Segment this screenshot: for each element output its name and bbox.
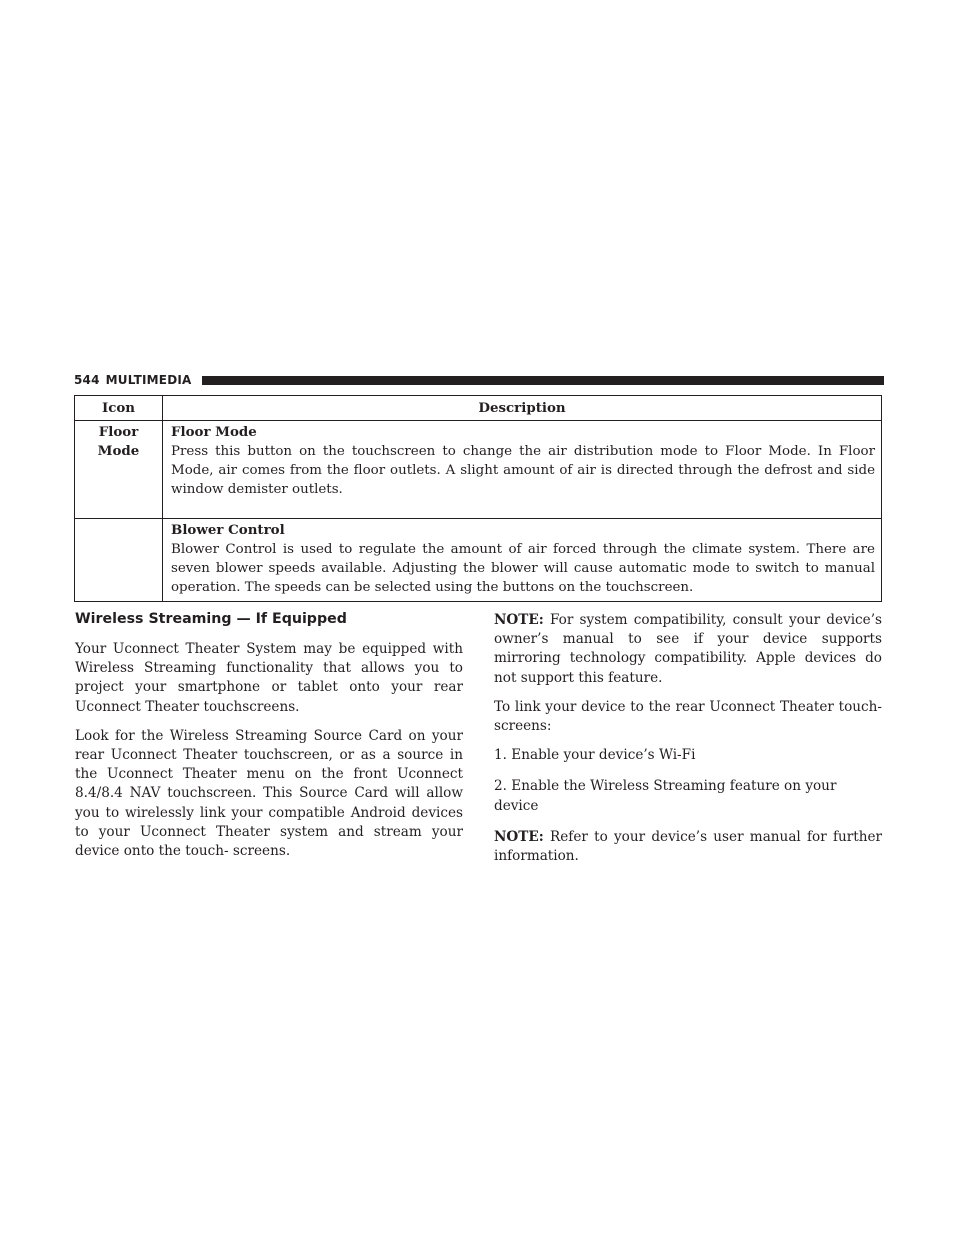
table-row (75, 421, 882, 519)
page-number: 544 (74, 373, 100, 387)
table-row (75, 519, 882, 602)
note-text: Refer to your device’s user manual for further information. (494, 828, 882, 865)
step-item: 2. Enable the Wireless Streaming feature on your device (494, 778, 837, 814)
description-text: Press this button on the touchscreen to change the air distribution mode to Floor Mode. In Floor Mode, air comes from the floor outlets. A slight amount of air is directed through the defrost and side window demister outlets. (171, 444, 875, 497)
section-heading: Wireless Streaming — If Equipped (75, 611, 347, 627)
icon-cell (75, 519, 163, 602)
column-header-icon: Icon (75, 396, 163, 421)
header-rule (202, 376, 884, 385)
icon-description-table (74, 395, 882, 602)
description-text: Blower Control is used to regulate the amount of air forced through the climate system. There are seven blower speeds available. Adjusting the blower will cause automatic mode to switch to manual operation. The speeds can be selected using the buttons on the touchscreen. (171, 542, 875, 595)
note-label: NOTE: (494, 612, 544, 628)
note-paragraph (494, 828, 882, 866)
note-text: For system compatibility, consult your device’s owner’s manual to see if your device supports mirroring technology compatibility. Apple devices do not support this feature. (494, 612, 882, 686)
right-column (494, 611, 882, 876)
note-paragraph (494, 611, 882, 688)
icon-label-line: Floor (98, 424, 139, 440)
description-cell (163, 519, 882, 602)
column-header-description: Description (163, 396, 882, 421)
body-paragraph: Your Uconnect Theater System may be equipped with Wireless Streaming functionality that allows you to project your smartphone or tablet onto your rear Uconnect Theater touchscreens. (75, 641, 463, 715)
body-paragraph: To link your device to the rear Uconnect Theater touch- screens: (494, 698, 882, 735)
description-title: Blower Control (171, 522, 285, 538)
note-label: NOTE: (494, 828, 544, 845)
icon-label-line: Mode (97, 443, 140, 459)
page-header (74, 372, 884, 388)
step-item: 1. Enable your device’s Wi-Fi (494, 747, 696, 764)
body-paragraph: Look for the Wireless Streaming Source Card on your rear Uconnect Theater touchscreen, or as a source in the Uconnect Theater menu on the front Uconnect 8.4/8.4 NAV touchscreen. This Source Card will allow you to wirelessly link your compatible Android devices to your Uconnect Theater system and stream your device onto the touch- screens. (75, 727, 463, 860)
icon-cell (75, 421, 163, 519)
description-cell (163, 421, 882, 519)
table-header-row (75, 396, 882, 421)
section-title: MULTIMEDIA (105, 373, 192, 387)
description-title: Floor Mode (171, 424, 257, 440)
left-column (75, 610, 463, 871)
